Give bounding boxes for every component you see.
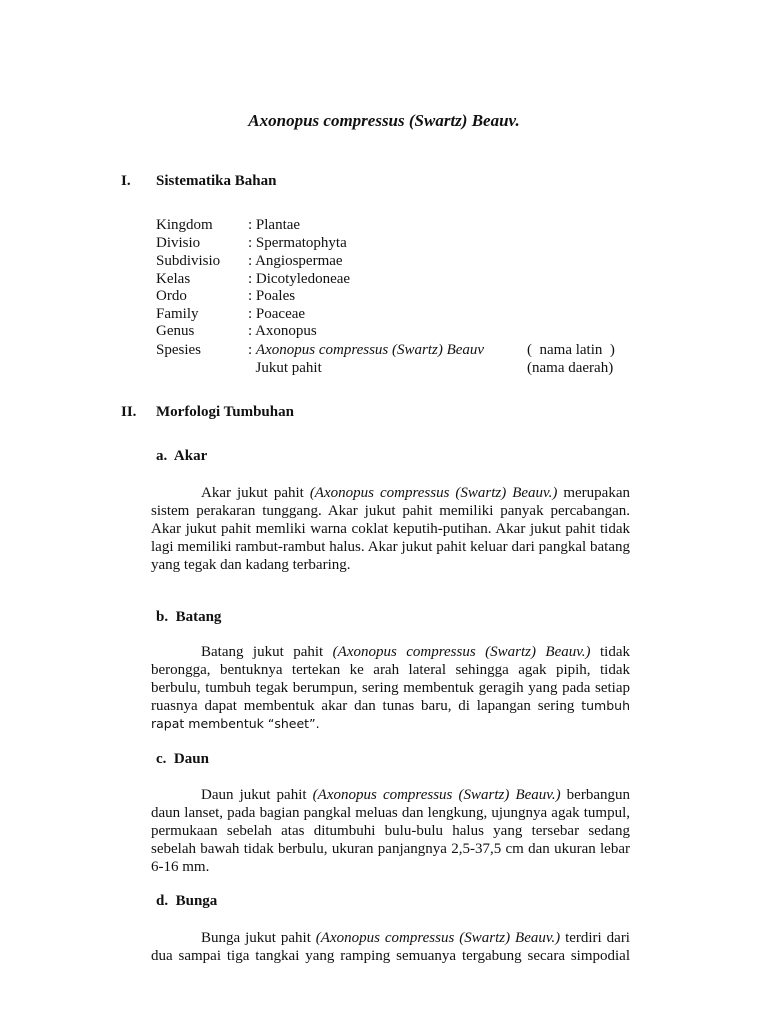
tax-label-subdivisio: Subdivisio (156, 253, 221, 269)
subheading-akar: a. Akar (156, 448, 208, 464)
tax-label-family: Family (156, 306, 199, 322)
tax-label-divisio: Divisio (156, 235, 201, 251)
section-2-number: II. (121, 404, 137, 420)
tax-label-spesies: Spesies (156, 342, 201, 358)
tax-value-kelas: : Dicotyledoneae (248, 271, 351, 287)
tax-value-spesies-prefix: : (248, 342, 256, 358)
paragraph-akar: Akar jukut pahit (Axonopus compressus (Swartz) Beauv.) merupakan sistem perakaran tunggang. Akar jukut pahit memiliki panyak percabangan. Akar jukut pahit memliki warna coklat keputih-putihan. Akar jukut pahit tidak lagi memiliki rambut-rambut halus. Akar jukut pahit keluar dari pangkal batang yang tegak dan kadang terbaring. (151, 485, 630, 573)
tax-label-genus: Genus (156, 323, 195, 339)
tax-value-kingdom: : Plantae (248, 217, 301, 233)
tax-value-spesies (248, 342, 484, 359)
tax-value-genus: : Axonopus (248, 323, 317, 339)
tax-value-family: : Poaceae (248, 306, 306, 322)
subheading-bunga: d. Bunga (156, 893, 218, 909)
tax-value-ordo: : Poales (248, 288, 296, 304)
tax-value-local-name: Jukut pahit (248, 360, 322, 376)
tax-value-subdivisio: : Angiospermae (248, 253, 343, 269)
section-2-title: Morfologi Tumbuhan (156, 404, 294, 420)
tax-note-latin: ( nama latin ) (527, 342, 615, 358)
tax-note-local: (nama daerah) (527, 360, 614, 376)
subheading-batang: b. Batang (156, 609, 222, 625)
paragraph-batang: Batang jukut pahit (Axonopus compressus (Swartz) Beauv.) tidak berongga, bentuknya tertekan ke arah lateral sehingga agak pipih, tidak berbulu, tumbuh tegak berumpun, sering membentuk geragih yang pada setiap ruasnya dapat membentuk akar dan tunas baru, di lapangan sering tumbuh rapat membentuk “sheet”. (151, 644, 630, 731)
section-1-title: Sistematika Bahan (156, 173, 277, 189)
subheading-daun: c. Daun (156, 751, 209, 767)
tax-value-spesies-latin: Axonopus compressus (Swartz) Beauv (255, 342, 485, 358)
tax-label-kelas: Kelas (156, 271, 191, 287)
tax-label-ordo: Ordo (156, 288, 187, 304)
paragraph-bunga: Bunga jukut pahit (Axonopus compressus (Swartz) Beauv.) terdiri dari dua sampai tiga tangkai yang ramping semuanya tergabung secara simpodial (151, 930, 630, 964)
tax-label-kingdom: Kingdom (156, 217, 213, 233)
section-1-number: I. (121, 173, 131, 189)
paragraph-daun: Daun jukut pahit (Axonopus compressus (Swartz) Beauv.) berbangun daun lanset, pada bagian pangkal meluas dan lengkung, ujungnya agak tumpul, permukaan sebelah atas ditumbuhi bulu-bulu halus yang tersebar sedang sebelah bawah tidak berbulu, ukuran panjangnya 2,5-37,5 cm dan ukuran lebar 6-16 mm. (151, 787, 630, 875)
page-title: Axonopus compressus (Swartz) Beauv. (248, 111, 520, 130)
tax-value-divisio: : Spermatophyta (248, 235, 347, 251)
